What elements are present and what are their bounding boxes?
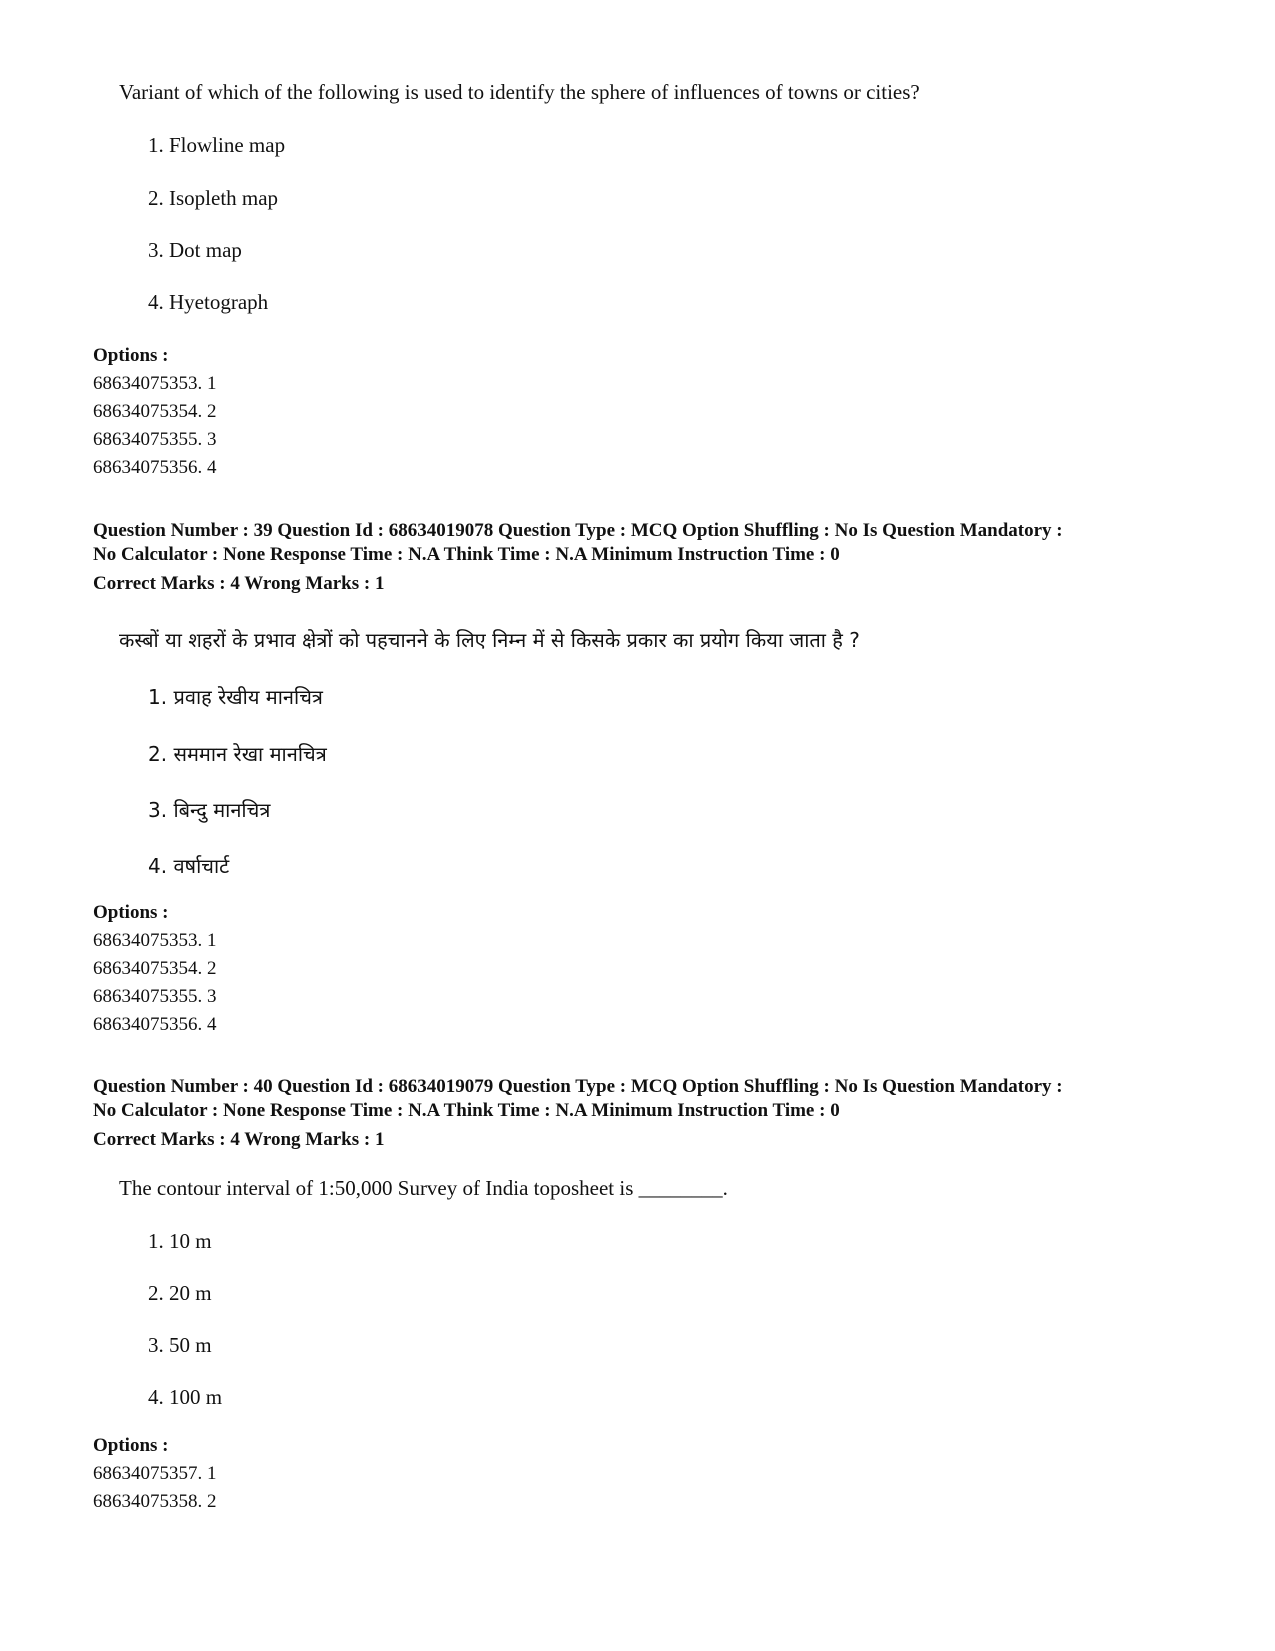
question-38-option-3: 68634075355. 3 xyxy=(93,429,217,450)
question-38-option-2: 68634075354. 2 xyxy=(93,401,217,422)
question-38-option-4: 68634075356. 4 xyxy=(93,457,217,478)
question-40-option-2: 68634075358. 2 xyxy=(93,1491,217,1512)
question-39-choice-1: 1. प्रवाह रेखीय मानचित्र xyxy=(148,685,323,709)
question-38-choice-1: 1. Flowline map xyxy=(148,133,286,157)
question-39-meta-line-1: Question Number : 39 Question Id : 68634019078 Question Type : MCQ Option Shuffling : No Is Question Mandatory : xyxy=(93,520,1063,541)
question-38-options-label: Options : xyxy=(93,345,169,366)
question-40-meta-line-1: Question Number : 40 Question Id : 68634019079 Question Type : MCQ Option Shuffling : No Is Question Mandatory : xyxy=(93,1076,1063,1097)
question-39-option-1: 68634075353. 1 xyxy=(93,930,217,951)
question-40-choice-2: 2. 20 m xyxy=(148,1281,212,1305)
question-39-choice-4: 4. वर्षाचार्ट xyxy=(148,854,230,878)
question-38-choice-2: 2. Isopleth map xyxy=(148,186,279,210)
question-39-option-2: 68634075354. 2 xyxy=(93,958,217,979)
question-40-option-1: 68634075357. 1 xyxy=(93,1463,217,1484)
question-38-text: Variant of which of the following is used to identify the sphere of influences of towns or cities? xyxy=(119,80,920,104)
question-38-choice-4: 4. Hyetograph xyxy=(148,290,269,314)
question-40-choice-3: 3. 50 m xyxy=(148,1333,212,1357)
question-39-option-3: 68634075355. 3 xyxy=(93,986,217,1007)
question-39-choice-3: 3. बिन्दु मानचित्र xyxy=(148,798,271,822)
question-39-option-4: 68634075356. 4 xyxy=(93,1014,217,1035)
question-40-meta-line-2: No Calculator : None Response Time : N.A Think Time : N.A Minimum Instruction Time : 0 xyxy=(93,1100,840,1121)
question-39-options-label: Options : xyxy=(93,902,169,923)
question-39-marks: Correct Marks : 4 Wrong Marks : 1 xyxy=(93,573,385,594)
question-40-text: The contour interval of 1:50,000 Survey of India toposheet is ________. xyxy=(119,1176,728,1200)
question-38-choice-3: 3. Dot map xyxy=(148,238,242,262)
question-40-marks: Correct Marks : 4 Wrong Marks : 1 xyxy=(93,1129,385,1150)
question-39-choice-2: 2. सममान रेखा मानचित्र xyxy=(148,742,327,766)
question-39-text: कस्बों या शहरों के प्रभाव क्षेत्रों को पहचानने के लिए निम्न में से किसके प्रकार का प्रयोग किया जाता है ? xyxy=(119,628,860,652)
question-38-option-1: 68634075353. 1 xyxy=(93,373,217,394)
question-40-options-label: Options : xyxy=(93,1435,169,1456)
question-40-choice-1: 1. 10 m xyxy=(148,1229,212,1253)
question-39-meta-line-2: No Calculator : None Response Time : N.A Think Time : N.A Minimum Instruction Time : 0 xyxy=(93,544,840,565)
question-40-choice-4: 4. 100 m xyxy=(148,1385,223,1409)
